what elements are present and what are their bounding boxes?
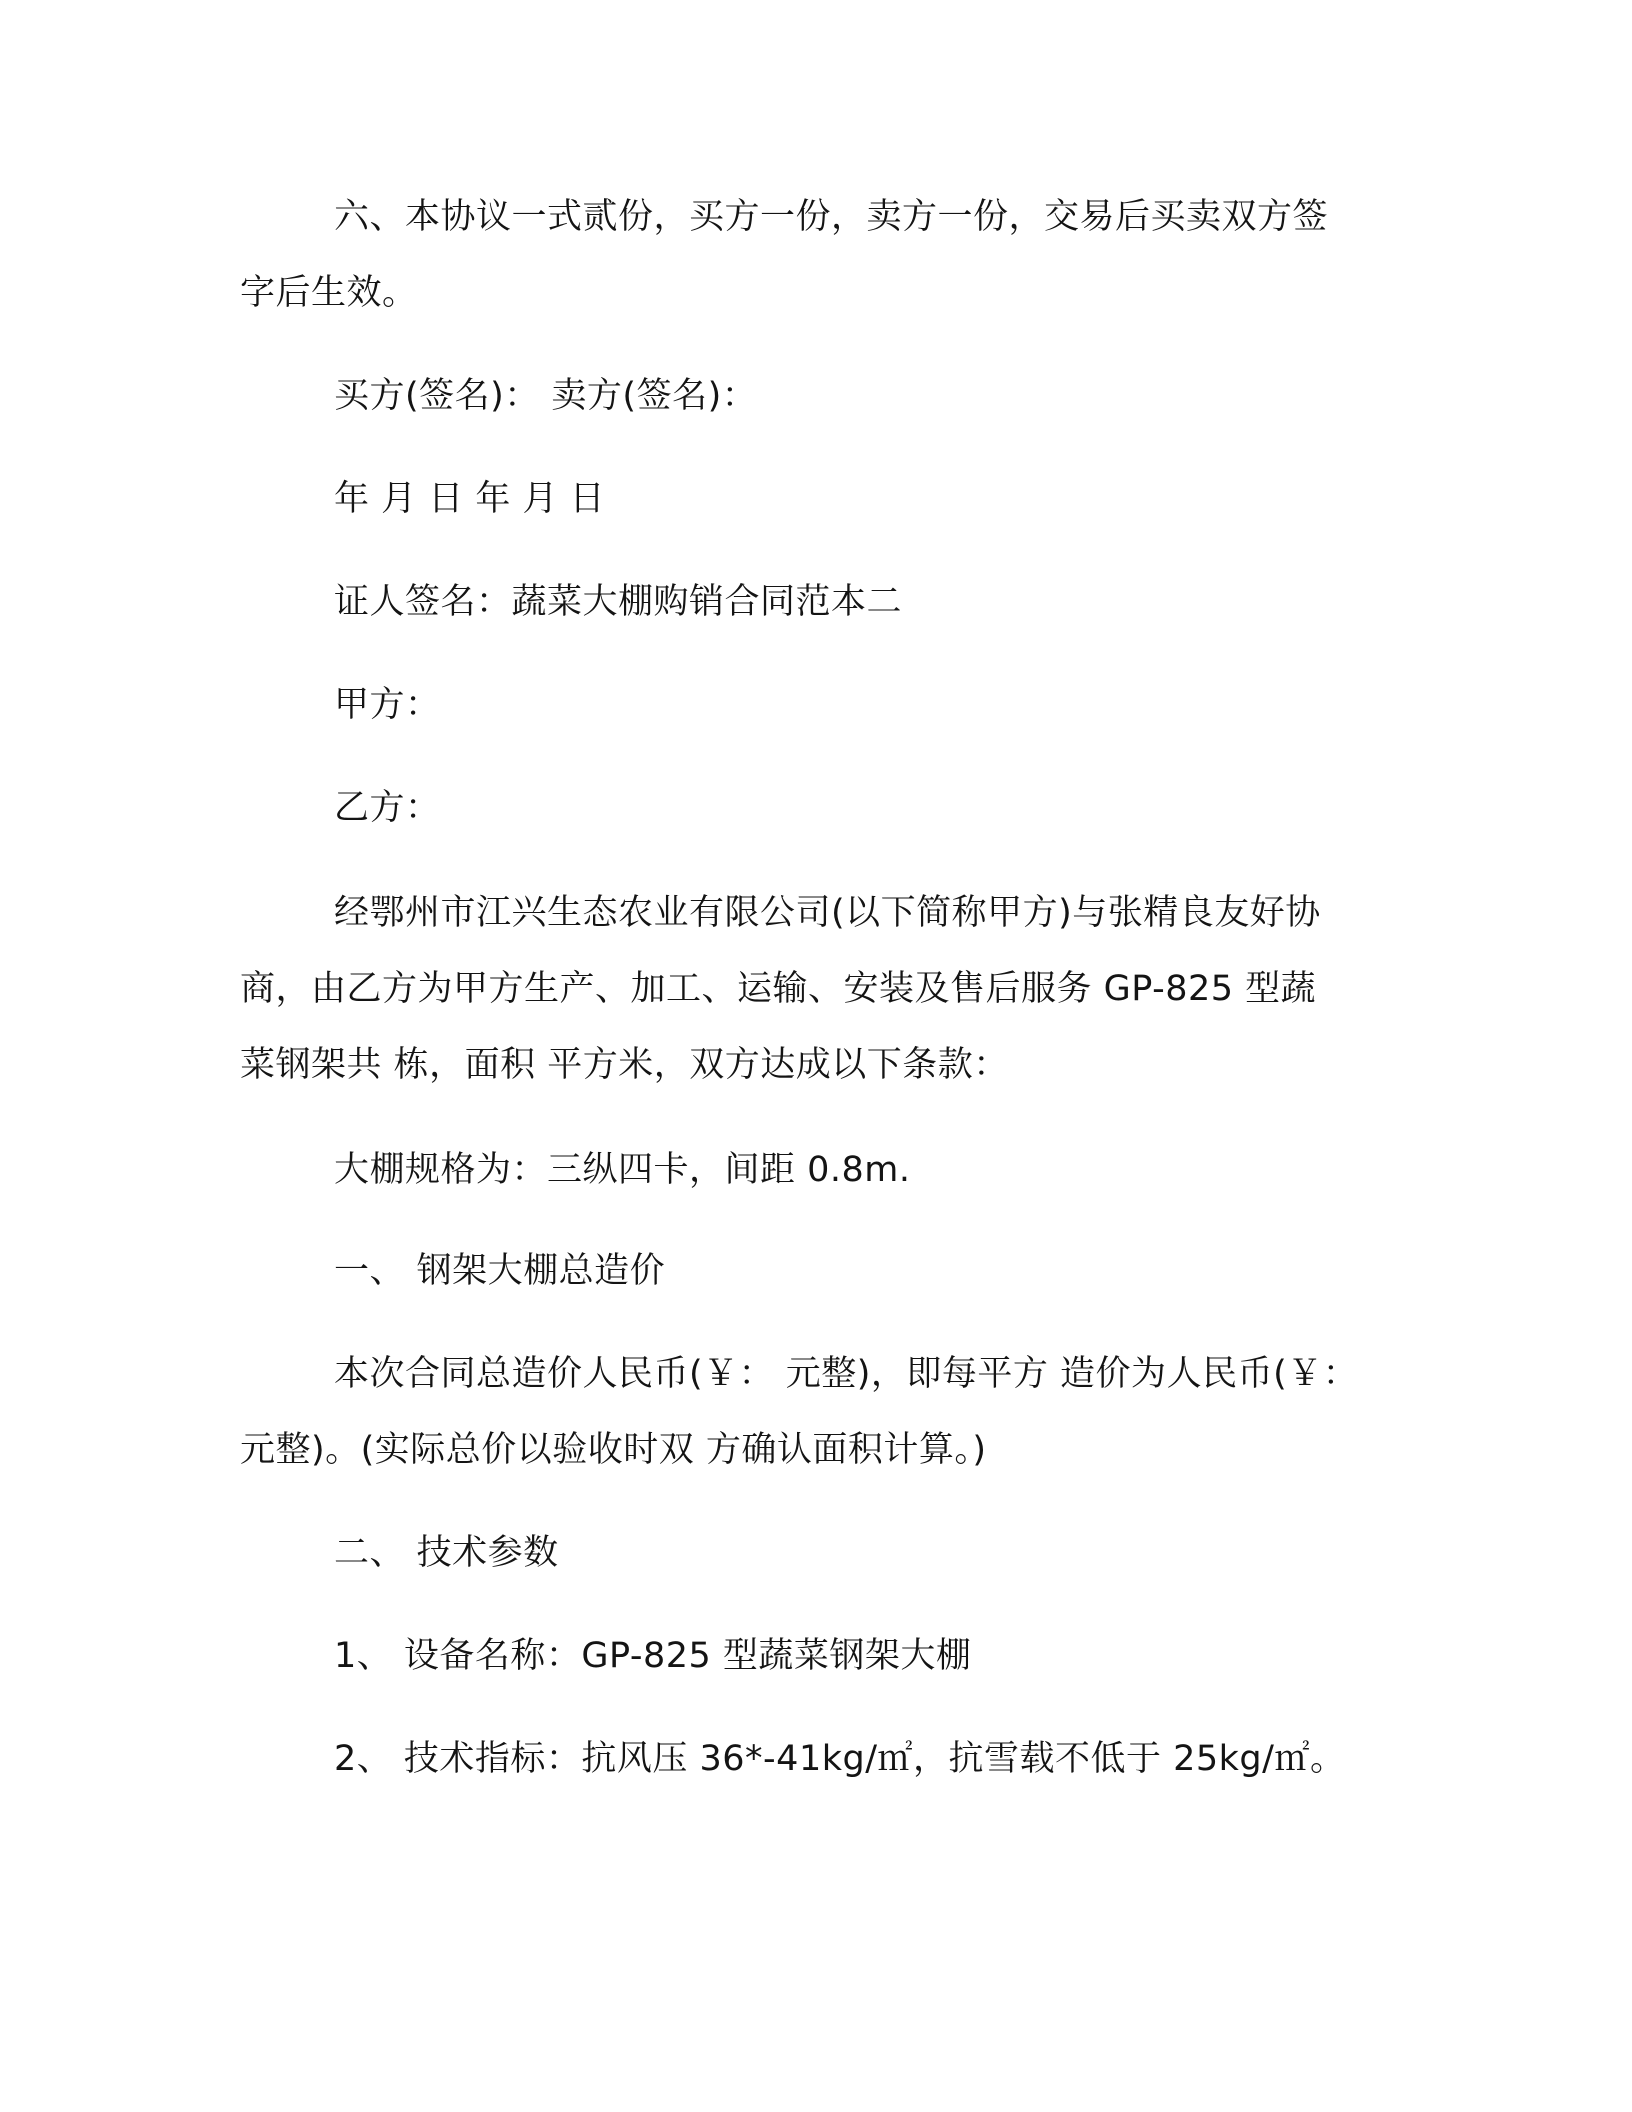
section-one-heading: 一、 钢架大棚总造价 [334,1251,666,1291]
intro-paragraph-line-1: 经鄂州市江兴生态农业有限公司(以下简称甲方)与张精良友好协 [334,893,1321,933]
signature-line: 买方(签名)： 卖方(签名)： [334,376,758,416]
price-paragraph-line-2: 元整)。(实际总价以验收时双 方确认面积计算。) [240,1430,987,1470]
party-b-line: 乙方： [334,788,441,828]
intro-paragraph-line-2: 商，由乙方为甲方生产、加工、运输、安装及售后服务 GP-825 型蔬 [240,969,1317,1009]
item-two-line: 2、 技术指标：抗风压 36*-41kg/㎡，抗雪载不低于 25kg/㎡。 [334,1739,1346,1779]
intro-paragraph-line-3: 菜钢架共 栋，面积 平方米，双方达成以下条款： [240,1045,1009,1085]
clause-six-line-1: 六、本协议一式贰份，买方一份，卖方一份，交易后买卖双方签 [334,197,1329,237]
witness-and-title-line: 证人签名：蔬菜大棚购销合同范本二 [334,582,903,622]
price-paragraph-line-1: 本次合同总造价人民币(￥： 元整)，即每平方 造价为人民币(￥： [334,1354,1359,1394]
spec-line: 大棚规格为：三纵四卡，间距 0.8m. [334,1150,911,1190]
party-a-line: 甲方： [334,685,441,725]
section-two-heading: 二、 技术参数 [334,1533,559,1573]
item-one-line: 1、 设备名称：GP-825 型蔬菜钢架大棚 [334,1636,972,1676]
clause-six-line-2: 字后生效。 [240,273,418,313]
date-line: 年 月 日 年 月 日 [334,479,606,519]
